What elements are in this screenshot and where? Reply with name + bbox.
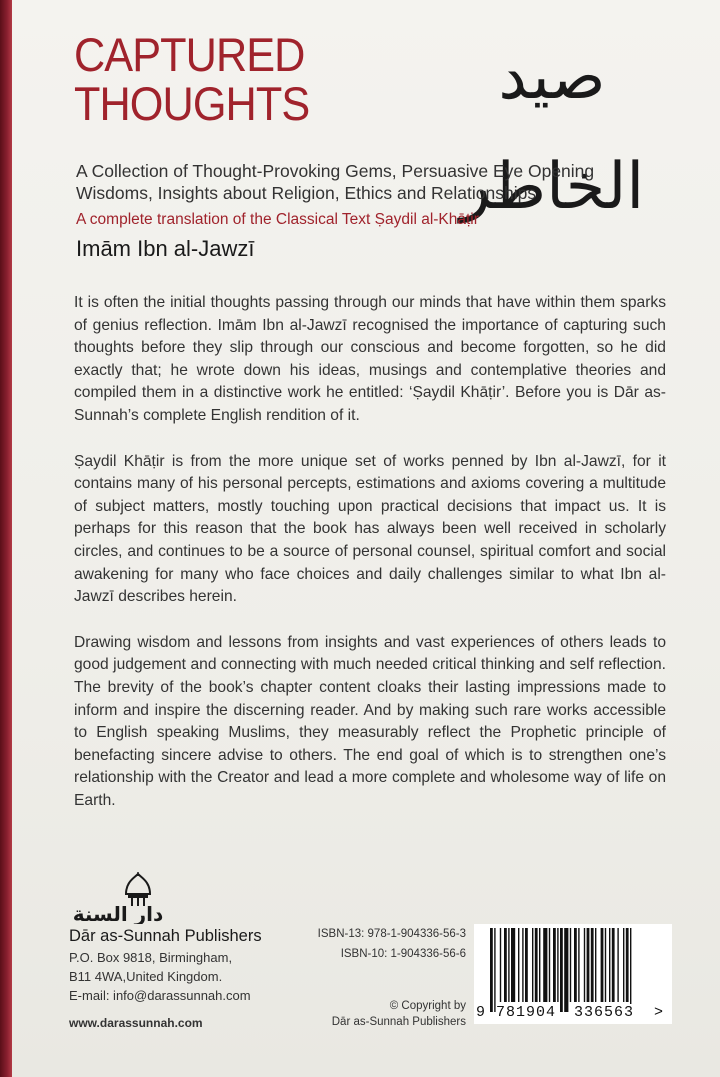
barcode-bar — [557, 928, 558, 1002]
address-line-2: B11 4WA,United Kingdom. — [69, 969, 223, 984]
spine-edge — [0, 0, 12, 1077]
blurb — [74, 292, 666, 835]
publisher-website: www.darassunnah.com — [69, 1016, 203, 1030]
barcode-bar — [623, 928, 624, 1002]
barcode-bar — [595, 928, 596, 1002]
barcode-bar — [535, 928, 538, 1002]
publisher-name: Dār as-Sunnah Publishers — [69, 927, 262, 945]
barcode-bar — [601, 928, 604, 1002]
barcode-bar — [560, 928, 563, 1012]
barcode-bar — [532, 928, 533, 1002]
copyright-notice — [302, 998, 466, 1030]
logo-arabic-text: دار السنة — [72, 902, 164, 924]
barcode-right-digits: 336563 — [574, 1004, 635, 1021]
subtitle-line-1: A Collection of Thought-Provoking Gems, Persuasive Eye Opening — [76, 161, 595, 181]
barcode-bar — [564, 928, 568, 1012]
blurb-paragraph-3: Drawing wisdom and lessons from insights and vast experiences of others leads to good judgement and connecting with much needed critical thinking and self reflection. The brevity of the book’s chapter content cloaks their lasting impressions made to inform and inspire the discerning reader. And by making such rare works accessible to English speaking Muslims, they measurably reflect the Prophetic principle of benefacting sincere advise to others. The end goal of which is to strengthen one’s relationship with the Creator and lead a more complete and wholesome way of life on Earth. — [74, 633, 666, 809]
barcode-bar — [539, 928, 540, 1002]
isbn-10: ISBN-10: 1-904336-56-6 — [340, 948, 466, 960]
barcode-bar — [518, 928, 519, 1002]
barcode-bar — [543, 928, 547, 1002]
barcode-bar — [587, 928, 590, 1002]
back-cover — [12, 0, 720, 1077]
book-subtitle — [76, 160, 676, 204]
barcode-bar — [549, 928, 550, 1002]
barcode-bar — [584, 928, 585, 1002]
barcode-bar — [494, 928, 495, 1012]
publisher-address — [69, 948, 251, 1005]
barcode-bar — [626, 928, 629, 1002]
barcode-bar — [617, 928, 618, 1002]
barcode-bar — [522, 928, 523, 1002]
title-line-2: THOUGHTS — [74, 77, 310, 130]
publisher-logo-graphic — [72, 872, 164, 924]
barcode-bar — [500, 928, 501, 1002]
copyright-line-2: Dār as-Sunnah Publishers — [331, 1016, 466, 1028]
barcode-bar — [578, 928, 579, 1002]
subtitle-line-2: Wisdoms, Insights about Religion, Ethics and Relationships — [76, 183, 537, 203]
blurb-paragraph-1: It is often the initial thoughts passing through our minds that have within them sparks of genius reflection. Imām Ibn al-Jawzī recognised the importance of capturing such thoughts before they slip through our conscious and become forgotten, so he did exactly that; he wrote down his ideas, musings and contemplative theories and compiled them in a distinctive work he entitled: ‘Ṣaydil Khāṭir’. Before you is Dār as-Sunnah’s complete English rendition of it. — [74, 294, 666, 424]
barcode-bar — [570, 928, 571, 1002]
arabic-calligraphy-title: صيد الخاطر — [459, 40, 645, 224]
barcode-bar — [504, 928, 507, 1002]
barcode-bar — [609, 928, 610, 1002]
barcode-bar — [553, 928, 556, 1002]
publisher-email: E-mail: info@darassunnah.com — [69, 988, 251, 1003]
barcode-bar — [511, 928, 515, 1002]
isbn-barcode — [474, 924, 672, 1024]
book-title — [74, 30, 309, 128]
barcode-bar — [612, 928, 615, 1002]
isbn-13: ISBN-13: 978-1-904336-56-3 — [317, 928, 466, 940]
barcode-bar — [630, 928, 631, 1012]
barcode-bar — [605, 928, 606, 1002]
barcode-bar — [574, 928, 577, 1002]
isbn-block — [302, 924, 466, 964]
barcode-lead-digit: 9 — [476, 1004, 487, 1021]
copyright-line-1: © Copyright by — [389, 1000, 466, 1012]
barcode-bar — [591, 928, 594, 1002]
translation-note: A complete translation of the Classical Text Ṣaydil al-Khāṭir — [76, 211, 479, 228]
title-line-1: CAPTURED — [74, 28, 305, 81]
dome-logo-icon — [72, 872, 164, 924]
author-name: Imām Ibn al-Jawzī — [76, 236, 255, 261]
barcode-bar — [525, 928, 528, 1002]
barcode-bar — [508, 928, 509, 1002]
barcode-end-mark: > — [654, 1004, 665, 1021]
barcode-left-digits: 781904 — [496, 1004, 557, 1021]
blurb-paragraph-2: Ṣaydil Khāṭir is from the more unique set of works penned by Ibn al-Jawzī, for it contains many of his personal percepts, estimations and axioms covering a multitude of subject matters, mostly touching upon practical decisions that impact us. It is perhaps for this reason that the book has always been well received in scholarly circles, and continues to be a source of personal counsel, spiritual comfort and social awakening for many who face choices and daily challenges similar to what Ibn al-Jawzī describes herein. — [74, 452, 666, 606]
address-line-1: P.O. Box 9818, Birmingham, — [69, 950, 233, 965]
barcode-bar — [490, 928, 493, 1012]
